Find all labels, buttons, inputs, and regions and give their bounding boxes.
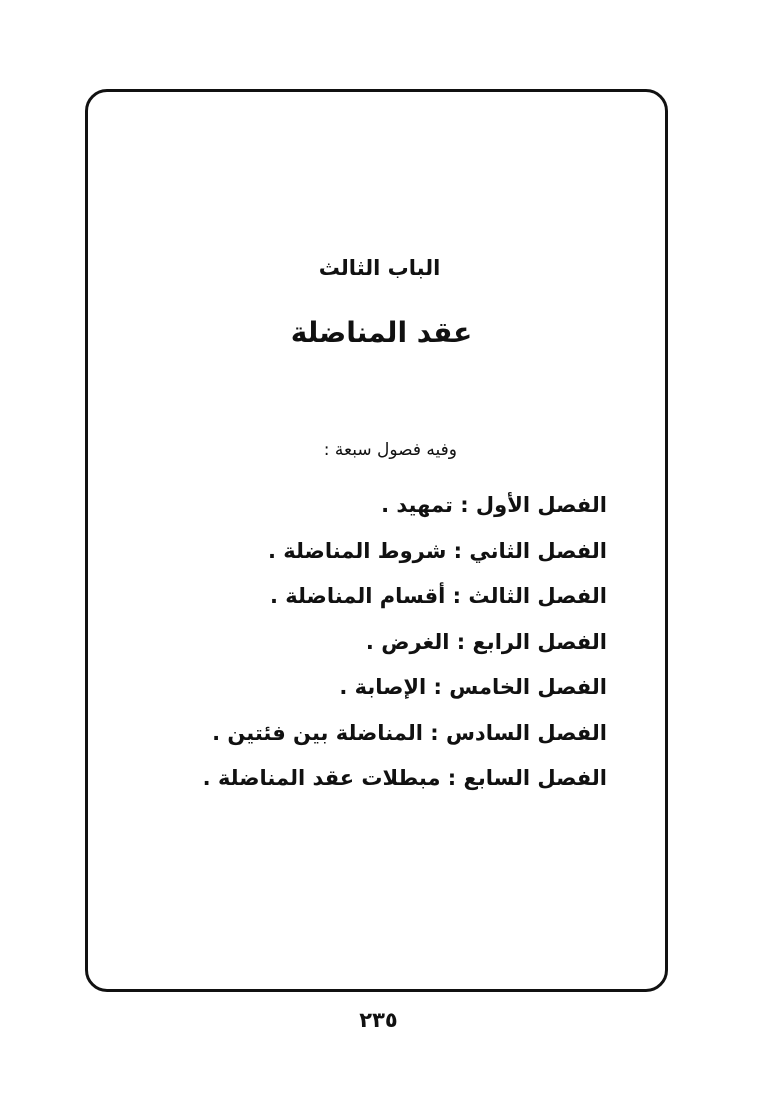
chapter-item-7: الفصل السابع : مبطلات عقد المناضلة .	[202, 766, 607, 790]
chapter-item-5: الفصل الخامس : الإصابة .	[339, 675, 607, 699]
chapter-item-2: الفصل الثاني : شروط المناضلة .	[267, 538, 607, 563]
chapter-item-3: الفصل الثالث : أقسام المناضلة .	[269, 584, 607, 608]
chapter-item-1: الفصل الأول : تمهيد .	[381, 493, 607, 517]
chapter-list	[203, 485, 607, 804]
chapters-intro: وفيه فصول سبعة :	[323, 440, 457, 460]
chapter-item-6: الفصل السادس : المناضلة بين فئتين .	[212, 720, 607, 745]
chapter-item-4: الفصل الرابع : الغرض .	[365, 629, 607, 654]
part-title: عقد المناضلة	[290, 316, 473, 349]
part-label: الباب الثالث	[318, 256, 441, 280]
page-number: ٢٣٥	[359, 1008, 398, 1032]
